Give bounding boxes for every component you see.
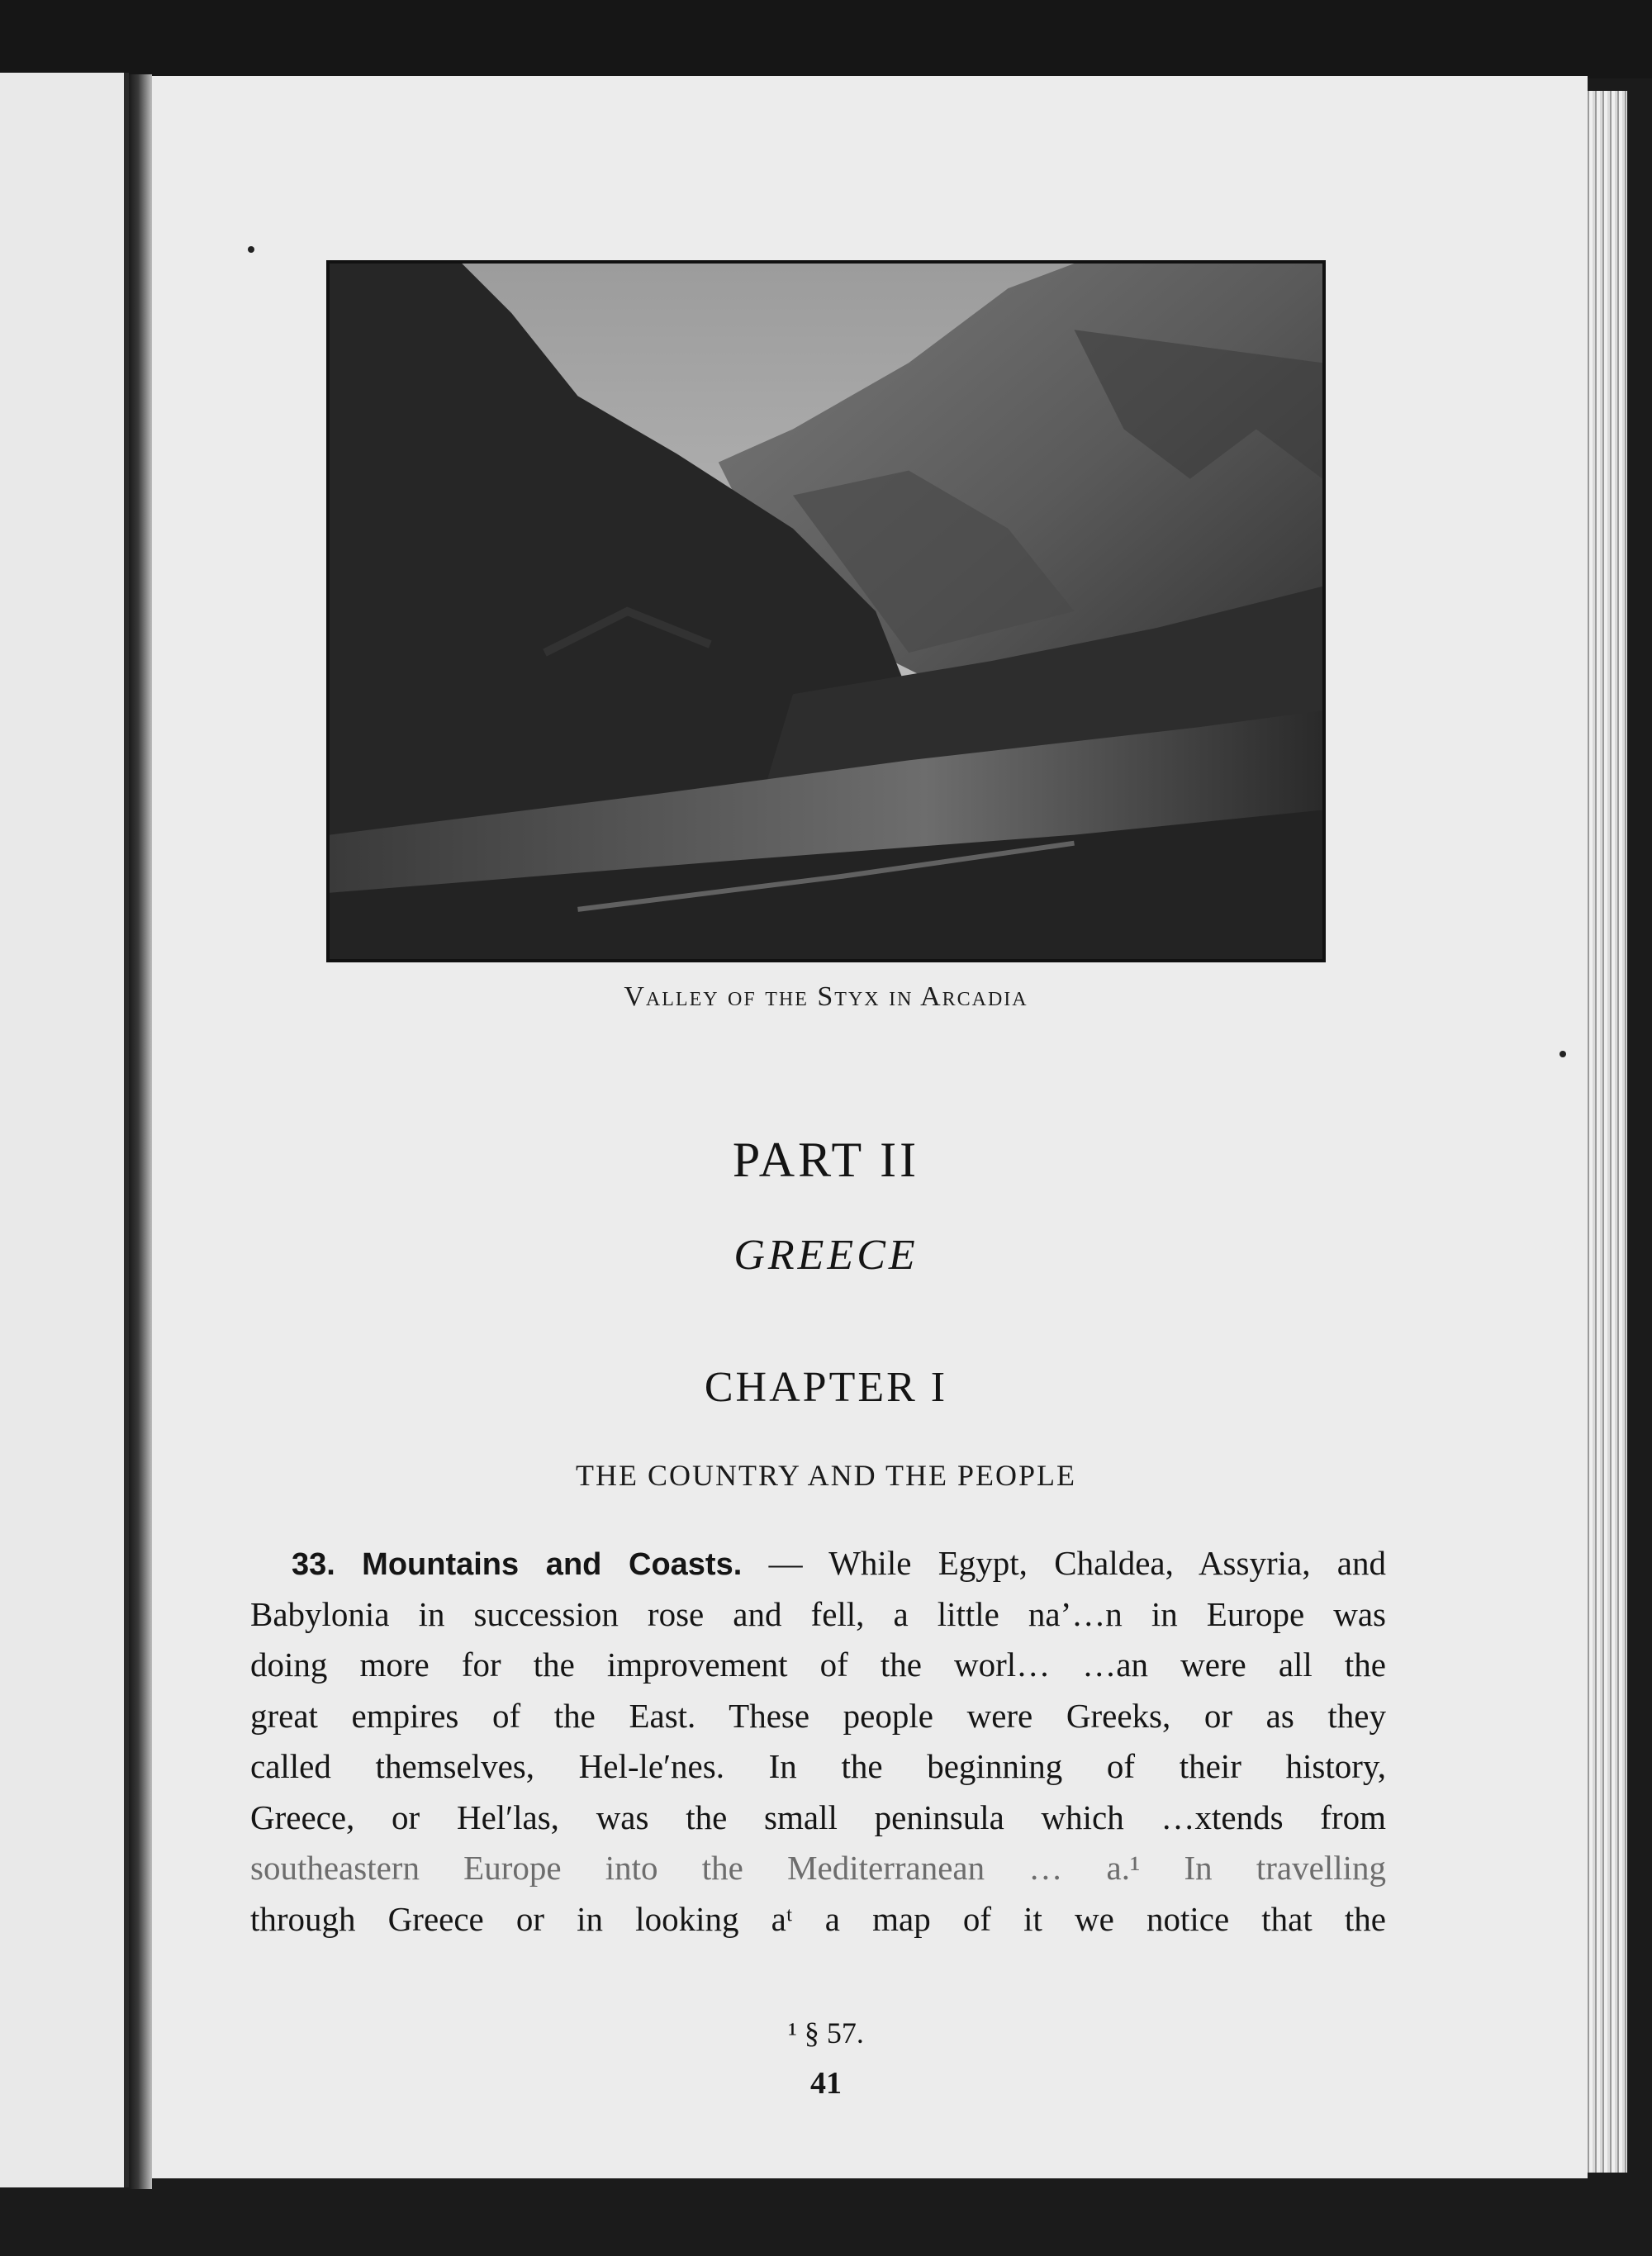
section-number: 33. [292,1547,335,1582]
line-text: — While Egypt, Chaldea, Assyria, and [768,1544,1386,1582]
chapter-title: THE COUNTRY AND THE PEOPLE [575,1459,1076,1492]
paragraph-line [250,1538,1386,1589]
photo-caption: Valley of the Styx in Arcadia [624,981,1028,1012]
paragraph-line: called themselves, Hel-le′nes. In the beginning of their history, [250,1747,1386,1785]
paragraph-line: southeastern Europe into the Mediterranean … a.¹ In travelling [250,1849,1386,1887]
part-heading: PART II [732,1133,920,1187]
paragraph-line: great empires of the East. These people were Greeks, or as they [250,1696,1386,1735]
paragraph-line: through Greece or in looking aᵗ a map of it we notice that the [250,1899,1386,1938]
mountain-landscape-image [330,264,1322,959]
print-speck [1559,1051,1566,1057]
paragraph-line: doing more for the improvement of the worl… …an were all the [250,1646,1386,1684]
section-body [250,1538,1386,1945]
scanner-background-top [0,0,1652,78]
chapter-heading: CHAPTER I [704,1364,948,1411]
previous-page-edge [0,73,129,2187]
paragraph-line: Greece, or Hel′las, was the small peninsula which …xtends from [250,1798,1386,1836]
page-number: 41 [810,2066,842,2101]
print-speck [248,246,254,253]
book-gutter [129,74,152,2189]
footnote: ¹ § 57. [788,2016,864,2049]
valley-photograph [326,260,1326,962]
section-title: Mountains and Coasts. [362,1547,743,1582]
part-subtitle: GREECE [733,1232,919,1279]
paragraph-line: Babylonia in succession rose and fell, a little na’…n in Europe was [250,1594,1386,1633]
